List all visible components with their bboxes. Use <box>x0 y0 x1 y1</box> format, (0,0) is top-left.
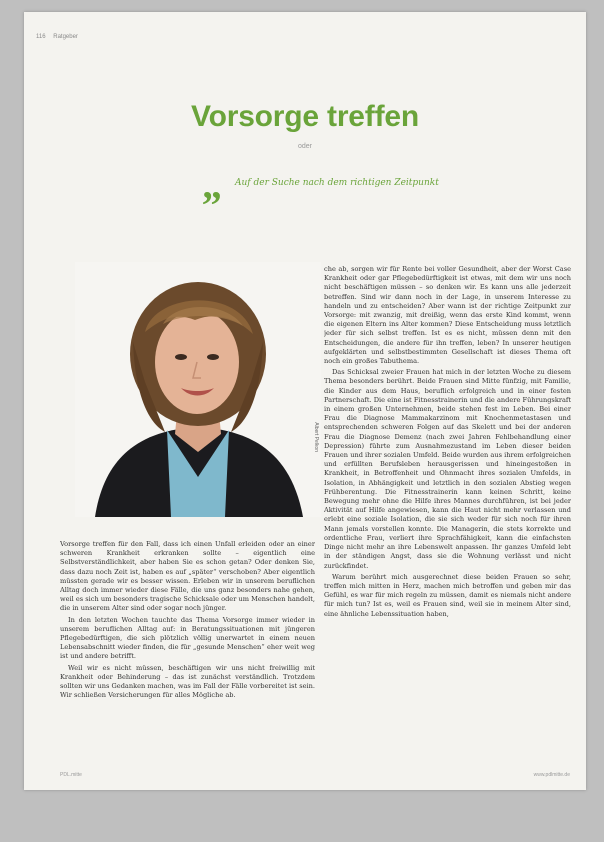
section-label: Ratgeber <box>53 34 78 40</box>
magazine-page <box>24 12 586 790</box>
article-title: Vorsorge treffen <box>191 100 419 133</box>
page-number: 116 <box>36 34 46 40</box>
paragraph: Weil wir es nicht müssen, beschäftigen wir uns nicht freiwillig mit Krankheit oder Behinderung – das ist zunächst verständlich. Trotzdem sollten wir uns Gedanken machen, was im Fall der Fälle vorbereitet ist sein. Wir schließen Versicherungen für alles Mögliche ab. <box>60 663 315 700</box>
footer-publication: PDL.mitte <box>60 772 82 778</box>
paragraph: che ab, sorgen wir für Rente bei voller Gesundheit, aber der Worst Case Krankheit oder gar Pflegebedürftigkeit ist etwas, mit dem wir uns noch nicht beschäftigen müssen – so denken wir. Es kann uns alle jederzeit betreffen. Sind wir dann noch in der Lage, in unserem Interesse zu handeln und zu entscheiden? Aber wann ist der richtige Zeitpunkt zur Vorsorge: mit zwanzig, mit dreißig, wenn das erste Kind kommt, wenn die eigenen Eltern ins Alter kommen? Diese Entscheidung muss letztlich jeder für sich selbst treffen. Ist es es nicht, müssen denn mit den Entscheidungen, die andere für ihn treffen, leben? In unserer heutigen aufgeklärten und selbstbestimmten Gesellschaft ist dieses Thema oft noch ein großes Tabuthema. <box>324 265 571 366</box>
paragraph: Das Schicksal zweier Frauen hat mich in der letzten Woche zu diesem Thema besonders berührt. Beide Frauen sind Mitte fünfzig, mit Familie, die Kinder aus dem Haus, beruflich erfolgreich und in einer festen Partnerschaft. Die eine ist Fitnesstrainerin und die andere Führungskraft in einem großen Unternehmen, beide stehen fest im Leben. Bei einer Frau die Diagnose Mammakarzinom mit Knochenmetastasen und entsprechenden schweren Folgen auf das Skelett und bei der anderen Frau die Diagnose Demenz (nach zwei Jahren Fehlbehandlung einer Depression) führte zum Ausnahmezustand im Leben dieser beiden Frauen und ihrer sozialen Umfeld. Beide wurden aus ihrem erfolgreichen und erfüllten Berufsleben herausgerissen und hineingestoßen in Krankheit, in Betroffenheit und Ohnmacht ihres sozialen Umfelds, in Isolation, in Abhängigkeit und letztlich in den sozialen Abstieg wegen Frühberentung. Die Fitnesstrainerin kann keinen Schritt, keine Bewegung mehr ohne die Hilfe ihres Mannes durchführen, ist bei jeder Aktivität auf Hilfe angewiesen, kann die Haut nicht mehr verlassen und erlebt eine soziale Isolation, die sie sich weder für sich noch für ihren Mann jemals vorstellen konnte. Die Managerin, die stets korrekte und ordentliche Frau, verliert ihre Sprachfähigkeit, kann die einfachsten Dinge nicht mehr an ihre Lebenswelt anpassen. Ihr ganzes Umfeld lebt in der ständigen Angst, dass sie die Wohnung verlässt und nicht zurückfindet. <box>324 368 571 570</box>
article-column-left <box>60 540 315 782</box>
quote-mark-icon: „ <box>202 162 222 207</box>
paragraph: Vorsorge treffen für den Fall, dass ich einen Unfall erleiden oder an einer schweren Krankheit erkranken sollte – eigentlich eine Selbstverständlichkeit, aber haben Sie es schon getan? Oder denken Sie, dass dazu noch Zeit ist, haben es auf „später“ verschoben? Aber eigentlich müssten gerade wir es besser wissen. Erleben wir in unserem beruflichen Alltag doch immer wieder diese Fälle, die uns ganz besonders nahe gehen, weil es sich um besonders tragische Schicksale oder um Menschen handelt, die in unserem Alter sind oder sogar noch jünger. <box>60 540 315 613</box>
author-photo <box>75 262 321 517</box>
article-column-right <box>324 265 571 783</box>
footer-website: www.pdlmitte.de <box>533 772 570 778</box>
article-subtitle: oder <box>297 143 312 150</box>
paragraph: In den letzten Wochen tauchte das Thema Vorsorge immer wieder in unserem beruflichen Alltag auf: in Beratungssituationen mit jüngeren Pflegebedürftigen, die sich plötzlich völlig unerwartet in einem neuen Lebensabschnitt wieder finden, die für „gesunde Menschen“ eher weit weg ist und andere betrifft. <box>60 615 315 661</box>
pull-quote: Auf der Suche nach dem richtigen Zeitpunkt <box>235 178 439 188</box>
photo-credit: Albert Pelkon <box>313 422 319 452</box>
paragraph: Warum berührt mich ausgerechnet diese beiden Frauen so sehr, treffen mich mitten in Herz, machen mich betroffen und geben mir das Gefühl, es war für mich regeln zu müssen, damit es niemals nicht andere für mich tun? Ist es, weil es Frauen sind, weil sie in meinem Alter sind, eine ähnliche Lebenssituation haben, <box>324 572 571 618</box>
running-head <box>36 34 78 40</box>
portrait-image <box>75 262 321 517</box>
